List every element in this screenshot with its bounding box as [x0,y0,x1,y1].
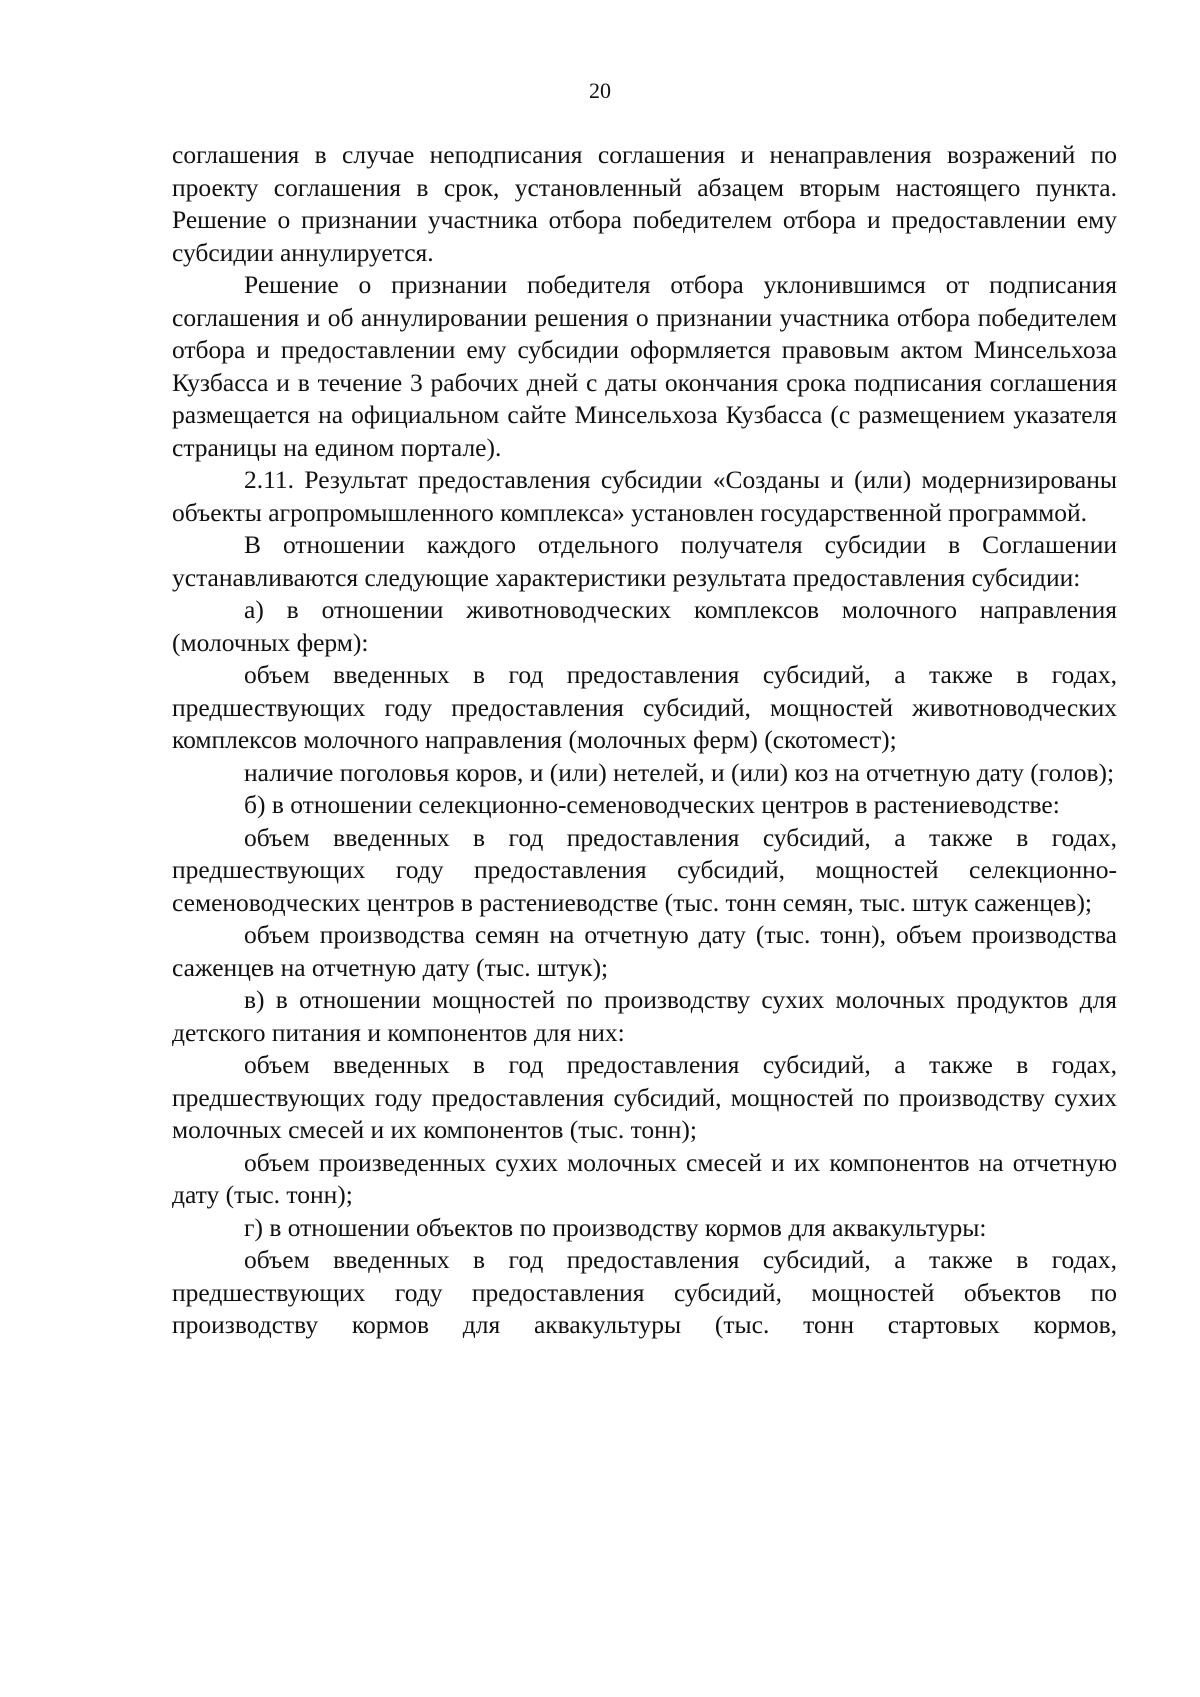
paragraph-14: г) в отношении объектов по производству кормов для аквакультуры: [244,1212,987,1242]
document-body [172,139,1117,1342]
paragraph-6: объем введенных в год предоставления субсидий, а также в годах, предшествующих году предоставления субсидий, мощностей животноводческих комплексов молочного направления (молочных ферм) (скотомест); [172,660,1117,754]
paragraph-4: В отношении каждого отдельного получателя субсидии в Соглашении устанавливаются следующие характеристики результата предоставления субсидии: [172,530,1117,592]
paragraph-2: Решение о признании победителя отбора уклонившимся от подписания соглашения и об аннулировании решения о признании участника отбора победителем отбора и предоставлении ему субсидии оформляется правовым актом Минсельхоза Кузбасса и в течение 3 рабочих дней с даты окончания срока подписания соглашения размещается на официальном сайте Минсельхоза Кузбасса (с размещением указателя страницы на едином портале). [172,270,1117,462]
paragraph-11: в) в отношении мощностей по производству сухих молочных продуктов для детского питания и компонентов для них: [172,985,1117,1047]
paragraph-8: б) в отношении селекционно-семеноводческих центров в растениеводстве: [244,790,1060,819]
paragraph-13: объем произведенных сухих молочных смесей и их компонентов на отчетную дату (тыс. тонн); [172,1147,1117,1209]
paragraph-5: а) в отношении животноводческих комплексов молочного направления (молочных ферм): [172,595,1117,657]
paragraph-15: объем введенных в год предоставления субсидий, а также в годах, предшествующих году предоставления субсидий, мощностей объектов по производству кормов для аквакультуры (тыс. тонн стартовых кормов, [172,1245,1117,1339]
paragraph-1: соглашения в случае неподписания соглашения и ненаправления возражений по проекту соглашения в срок, установленный абзацем вторым настоящего пункта. Решение о признании участника отбора победителем отбора и предоставлении ему субсидии аннулируется. [172,140,1117,267]
paragraph-7: наличие поголовья коров, и (или) нетелей, и (или) коз на отчетную дату (голов); [244,757,1115,787]
paragraph-12: объем введенных в год предоставления субсидий, а также в годах, предшествующих году предоставления субсидий, мощностей по производству сухих молочных смесей и их компонентов (тыс. тонн); [172,1050,1117,1144]
page-number: 20 [589,78,611,103]
paragraph-10: объем производства семян на отчетную дату (тыс. тонн), объем производства саженцев на отчетную дату (тыс. штук); [172,920,1117,982]
paragraph-9: объем введенных в год предоставления субсидий, а также в годах, предшествующих году предоставления субсидий, мощностей селекционно-семеноводческих центров в растениеводстве (тыс. тонн семян, тыс. штук саженцев); [172,822,1117,917]
paragraph-3: 2.11. Результат предоставления субсидии «Созданы и (или) модернизированы объекты агропромышленного комплекса» установлен государственной программой. [172,465,1117,527]
